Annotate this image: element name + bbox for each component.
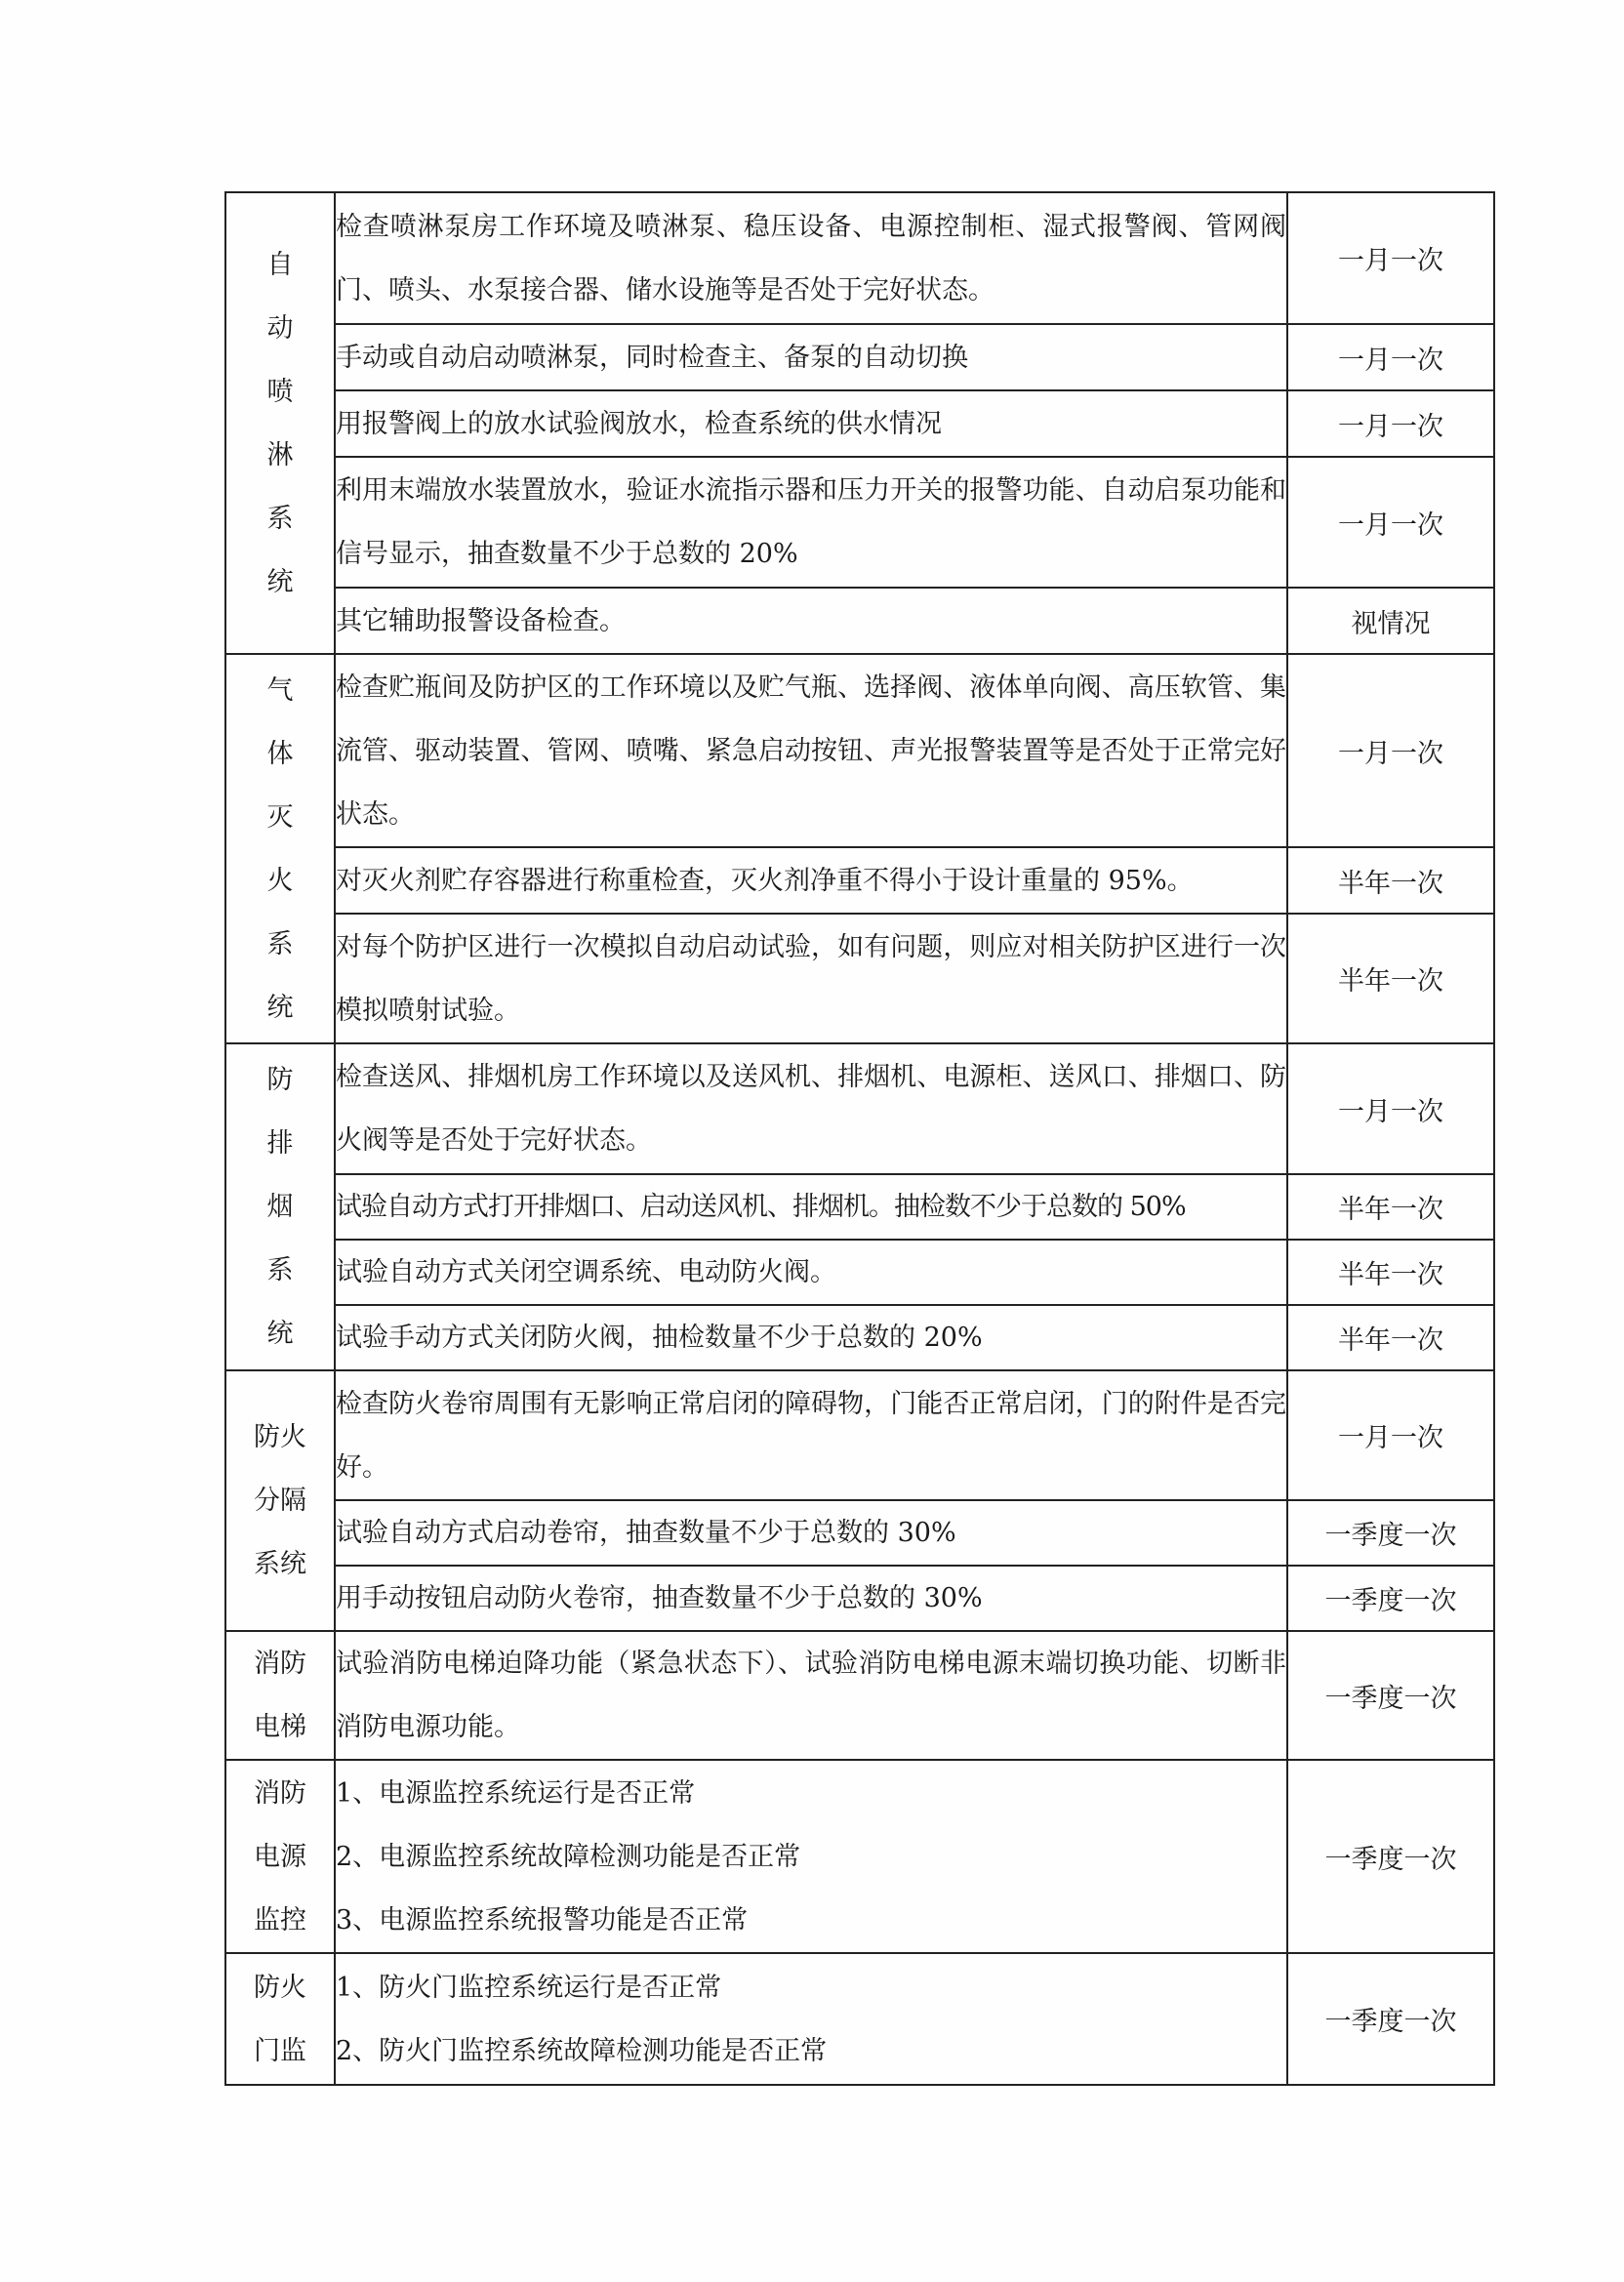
inspection-line: 1、电源监控系统运行是否正常 [336,1777,696,1809]
inspection-item: 对灭火剂贮存容器进行称重检查，灭火剂净重不得小于设计重量的 95%。 [335,847,1287,914]
inspection-frequency: 一季度一次 [1287,1953,1494,2085]
table-row [225,1305,1494,1370]
system-name: 自动喷淋系统 [266,249,294,597]
table-row [225,1174,1494,1240]
table-row [225,1043,1494,1174]
system-name: 消防电梯 [254,1649,306,1742]
inspection-item: 试验自动方式打开排烟口、启动送风机、排烟机。抽检数不少于总数的 50% [335,1174,1287,1240]
inspection-frequency: 一月一次 [1287,390,1494,457]
inspection-item: 检查防火卷帘周围有无影响正常启闭的障碍物，门能否正常启闭，门的附件是否完好。 [335,1370,1287,1500]
inspection-frequency: 一月一次 [1287,1370,1494,1500]
inspection-item: 试验自动方式启动卷帘，抽查数量不少于总数的 30% [335,1500,1287,1566]
table-row [225,192,1494,324]
table-row [225,914,1494,1043]
inspection-table [224,191,1495,2086]
inspection-frequency: 一月一次 [1287,654,1494,847]
inspection-frequency: 一月一次 [1287,324,1494,390]
inspection-frequency: 半年一次 [1287,1305,1494,1370]
inspection-item: 试验自动方式关闭空调系统、电动防火阀。 [335,1240,1287,1305]
system-name: 气体灭火系统 [266,674,294,1023]
inspection-frequency: 一季度一次 [1287,1500,1494,1566]
inspection-frequency: 视情况 [1287,588,1494,654]
inspection-item: 检查喷淋泵房工作环境及喷淋泵、稳压设备、电源控制柜、湿式报警阀、管网阀门、喷头、水泵接合器、储水设施等是否处于完好状态。 [335,192,1287,324]
table-row [225,324,1494,390]
table-row [225,1760,1494,1953]
table-row [225,654,1494,847]
inspection-frequency: 一季度一次 [1287,1760,1494,1953]
table-row [225,1631,1494,1760]
table-row [225,1953,1494,2085]
inspection-line: 2、电源监控系统故障检测功能是否正常 [336,1841,801,1872]
table-row [225,1240,1494,1305]
table-row [225,390,1494,457]
table-row [225,1566,1494,1631]
system-cell-smoke-control [225,1043,335,1370]
inspection-item: 手动或自动启动喷淋泵，同时检查主、备泵的自动切换 [335,324,1287,390]
inspection-item: 其它辅助报警设备检查。 [335,588,1287,654]
table-row [225,847,1494,914]
system-name: 防排烟系统 [266,1065,294,1349]
inspection-item [335,1760,1287,1953]
inspection-frequency: 一季度一次 [1287,1566,1494,1631]
table-row [225,457,1494,588]
inspection-item [335,1953,1287,2085]
inspection-item: 利用末端放水装置放水，验证水流指示器和压力开关的报警功能、自动启泵功能和信号显示，抽查数量不少于总数的 20% [335,457,1287,588]
system-name: 防火分隔系统 [254,1422,306,1579]
inspection-frequency: 一月一次 [1287,457,1494,588]
inspection-item: 试验手动方式关闭防火阀，抽检数量不少于总数的 20% [335,1305,1287,1370]
inspection-frequency: 半年一次 [1287,914,1494,1043]
inspection-frequency: 半年一次 [1287,847,1494,914]
system-cell-power-monitoring [225,1760,335,1953]
inspection-item: 用报警阀上的放水试验阀放水，检查系统的供水情况 [335,390,1287,457]
inspection-item: 检查贮瓶间及防护区的工作环境以及贮气瓶、选择阀、液体单向阀、高压软管、集流管、驱动装置、管网、喷嘴、紧急启动按钮、声光报警装置等是否处于正常完好状态。 [335,654,1287,847]
inspection-item: 对每个防护区进行一次模拟自动启动试验，如有问题，则应对相关防护区进行一次模拟喷射试验。 [335,914,1287,1043]
system-cell-fire-door-monitoring [225,1953,335,2085]
inspection-item: 试验消防电梯迫降功能（紧急状态下）、试验消防电梯电源末端切换功能、切断非消防电源功能。 [335,1631,1287,1760]
inspection-frequency: 一季度一次 [1287,1631,1494,1760]
system-cell-fire-elevator [225,1631,335,1760]
inspection-item: 检查送风、排烟机房工作环境以及送风机、排烟机、电源柜、送风口、排烟口、防火阀等是否处于完好状态。 [335,1043,1287,1174]
inspection-frequency: 半年一次 [1287,1240,1494,1305]
system-cell-fire-separation [225,1370,335,1631]
system-name: 消防电源监控 [254,1777,306,1936]
system-name: 防火门监 [254,1972,306,2066]
inspection-frequency: 半年一次 [1287,1174,1494,1240]
inspection-frequency: 一月一次 [1287,192,1494,324]
inspection-line: 3、电源监控系统报警功能是否正常 [336,1904,749,1936]
system-cell-sprinkler [225,192,335,654]
inspection-line: 1、防火门监控系统运行是否正常 [336,1972,722,2003]
system-cell-gas-extinguishing [225,654,335,1043]
table-row [225,1500,1494,1566]
inspection-item: 用手动按钮启动防火卷帘，抽查数量不少于总数的 30% [335,1566,1287,1631]
table-row [225,588,1494,654]
table-row [225,1370,1494,1500]
inspection-line: 2、防火门监控系统故障检测功能是否正常 [336,2035,828,2066]
inspection-frequency: 一月一次 [1287,1043,1494,1174]
